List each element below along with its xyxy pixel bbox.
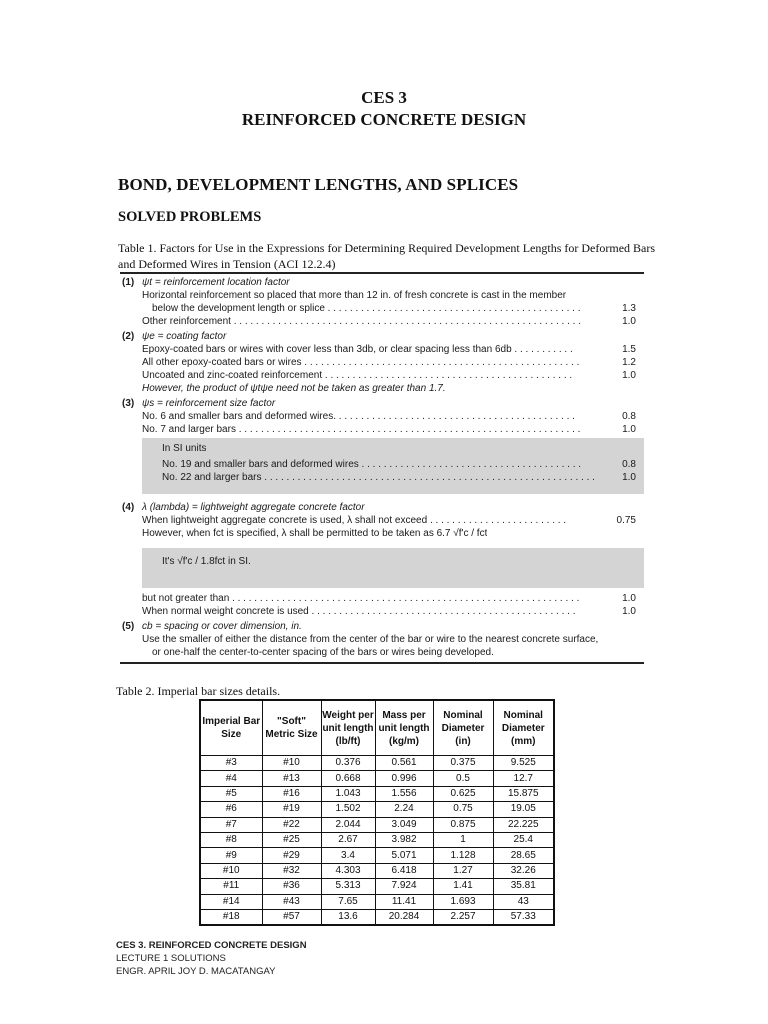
si-lambda-shaded-box — [142, 548, 644, 588]
factor-heading: ψt = reinforcement location factor — [142, 277, 290, 288]
table-row — [200, 817, 554, 832]
footer-lecture: LECTURE 1 SOLUTIONS — [116, 953, 226, 964]
factor-heading: ψs = reinforcement size factor — [142, 398, 276, 409]
table-row — [200, 909, 554, 925]
factor-row — [120, 343, 644, 356]
factor-row — [120, 633, 644, 646]
table-cell: #7 — [200, 817, 262, 832]
factor-row — [120, 423, 644, 436]
page-footer — [116, 939, 307, 978]
table-cell: #25 — [262, 832, 321, 847]
table-cell: 1 — [433, 832, 493, 847]
factor-heading: ψe = coating factor — [142, 331, 227, 342]
factor-row — [120, 315, 644, 328]
factor-row — [120, 442, 644, 455]
factor-row — [120, 289, 644, 302]
table-row — [200, 848, 554, 863]
factor-description: below the development length or splice . . . . . . . . . . . . . . . . . . . . . . . . . . . . . . . . . . . . . . . . . . . . . . — [152, 303, 581, 314]
table1-caption: Table 1. Factors for Use in the Expressions for Determining Required Development Lengths for Deformed Bars and Deformed Wires in Tension (ACI 12.2.4) — [118, 241, 656, 271]
table-cell: #22 — [262, 817, 321, 832]
factor-row — [120, 527, 644, 540]
factor-number: (1) — [122, 277, 135, 288]
table-cell: #36 — [262, 879, 321, 894]
factor-row — [120, 276, 644, 289]
factor-heading: However, the product of ψtψe need not be taken as greater than 1.7. — [142, 383, 446, 394]
table-cell: #6 — [200, 802, 262, 817]
table-cell: #29 — [262, 848, 321, 863]
column-header: Mass per unit length (kg/m) — [375, 700, 433, 756]
table-cell: 28.65 — [493, 848, 554, 863]
factor-row — [120, 330, 644, 343]
factor-row — [120, 501, 644, 514]
footer-course: CES 3. REINFORCED CONCRETE DESIGN — [116, 940, 307, 951]
factor-number: (3) — [122, 398, 135, 409]
factor-description: Epoxy-coated bars or wires with cover less than 3db, or clear spacing less than 6db . . . . . . . . . . . — [142, 344, 573, 355]
table-cell: #3 — [200, 756, 262, 771]
factor-value: 1.0 — [622, 593, 636, 604]
table-row — [200, 879, 554, 894]
development-length-factor-table — [120, 272, 644, 664]
table-cell: 1.502 — [321, 802, 375, 817]
factor-value: 1.0 — [622, 606, 636, 617]
factor-row — [120, 646, 644, 659]
factor-row — [120, 458, 644, 471]
factor-row — [120, 356, 644, 369]
factor-row — [120, 620, 644, 633]
table-cell: 11.41 — [375, 894, 433, 909]
section-heading: BOND, DEVELOPMENT LENGTHS, AND SPLICES — [118, 175, 519, 194]
table-cell: 0.996 — [375, 771, 433, 786]
table-bottom-rule — [120, 662, 644, 664]
table-cell: #19 — [262, 802, 321, 817]
factor-row — [120, 592, 644, 605]
column-header: Nominal Diameter (in) — [433, 700, 493, 756]
table-cell: 7.65 — [321, 894, 375, 909]
table-cell: 0.375 — [433, 756, 493, 771]
factor-description: In SI units — [162, 443, 207, 454]
table-cell: #57 — [262, 909, 321, 925]
factor-row — [120, 410, 644, 423]
factor-description: Use the smaller of either the distance from the center of the bar or wire to the nearest concrete surface, — [142, 634, 599, 645]
table-row — [200, 756, 554, 771]
column-header: "Soft" Metric Size — [262, 700, 321, 756]
table-cell: 0.625 — [433, 786, 493, 801]
factor-description: However, when fct is specified, λ shall be permitted to be taken as 6.7 √f'c / fct — [142, 528, 488, 539]
table-cell: #4 — [200, 771, 262, 786]
factor-value: 1.5 — [622, 344, 636, 355]
factor-heading: cb = spacing or cover dimension, in. — [142, 621, 302, 632]
table-top-rule — [120, 272, 644, 274]
table-cell: 3.982 — [375, 832, 433, 847]
factor-description: It's √f'c / 1.8fct in SI. — [162, 556, 251, 567]
column-header: Nominal Diameter (mm) — [493, 700, 554, 756]
factor-row — [120, 382, 644, 395]
column-header: Imperial Bar Size — [200, 700, 262, 756]
table-cell: 57.33 — [493, 909, 554, 925]
table-cell: 5.071 — [375, 848, 433, 863]
table-row — [200, 771, 554, 786]
factor-description: When normal weight concrete is used . . . . . . . . . . . . . . . . . . . . . . . . . . . . . . . . . . . . . . . . . . . . . . . . — [142, 606, 576, 617]
table-cell: 2.044 — [321, 817, 375, 832]
factor-description: Uncoated and zinc-coated reinforcement . . . . . . . . . . . . . . . . . . . . . . . . . . . . . . . . . . . . . . . . . . . . . — [142, 370, 573, 381]
course-code: CES 3 — [361, 88, 407, 107]
factor-description: No. 6 and smaller bars and deformed wires. . . . . . . . . . . . . . . . . . . . . . . . . . . . . . . . . . . . . . . . . . . . — [142, 411, 575, 422]
table-cell: 3.049 — [375, 817, 433, 832]
factor-number: (5) — [122, 621, 135, 632]
table-row — [200, 786, 554, 801]
factor-value: 1.0 — [622, 316, 636, 327]
course-title: REINFORCED CONCRETE DESIGN — [241, 110, 527, 129]
table-cell: #16 — [262, 786, 321, 801]
factor-description: When lightweight aggregate concrete is used, λ shall not exceed . . . . . . . . . . . . . . . . . . . . . . . . . — [142, 515, 567, 526]
table-cell: 19.05 — [493, 802, 554, 817]
table-cell: 32.26 — [493, 863, 554, 878]
table-cell: 13.6 — [321, 909, 375, 925]
table-cell: 4.303 — [321, 863, 375, 878]
factor-row — [120, 397, 644, 410]
table-cell: 2.67 — [321, 832, 375, 847]
table-cell: #11 — [200, 879, 262, 894]
factor-row — [120, 555, 644, 568]
table-cell: 22.225 — [493, 817, 554, 832]
table-cell: #5 — [200, 786, 262, 801]
table-cell: 1.556 — [375, 786, 433, 801]
table-cell: #10 — [262, 756, 321, 771]
table-cell: 35.81 — [493, 879, 554, 894]
factor-value: 1.2 — [622, 357, 636, 368]
table-cell: 1.128 — [433, 848, 493, 863]
table-cell: 0.561 — [375, 756, 433, 771]
table-cell: 0.5 — [433, 771, 493, 786]
table-row — [200, 894, 554, 909]
imperial-bar-size-table — [199, 699, 555, 926]
table-cell: 1.41 — [433, 879, 493, 894]
factor-value: 1.3 — [622, 303, 636, 314]
table-cell: 0.376 — [321, 756, 375, 771]
factor-number: (2) — [122, 331, 135, 342]
table-cell: 12.7 — [493, 771, 554, 786]
factor-value: 1.0 — [622, 472, 636, 483]
factor-value: 0.8 — [622, 459, 636, 470]
table-cell: #43 — [262, 894, 321, 909]
factor-row — [120, 302, 644, 315]
table-cell: 1.693 — [433, 894, 493, 909]
table-cell: 0.668 — [321, 771, 375, 786]
footer-author: ENGR. APRIL JOY D. MACATANGAY — [116, 966, 276, 977]
table-cell: 3.4 — [321, 848, 375, 863]
subsection-heading: SOLVED PROBLEMS — [118, 209, 262, 225]
table-row — [200, 863, 554, 878]
factor-row — [120, 514, 644, 527]
factor-description: Horizontal reinforcement so placed that more than 12 in. of fresh concrete is cast in the member — [142, 290, 567, 301]
table-cell: 0.875 — [433, 817, 493, 832]
table-cell: 7.924 — [375, 879, 433, 894]
factor-number: (4) — [122, 502, 135, 513]
factor-value: 0.75 — [616, 515, 636, 526]
table-cell: 5.313 — [321, 879, 375, 894]
factor-row — [120, 605, 644, 618]
table-row — [200, 802, 554, 817]
table-cell: 20.284 — [375, 909, 433, 925]
table-cell: 2.257 — [433, 909, 493, 925]
factor-value: 1.0 — [622, 424, 636, 435]
factor-row — [120, 471, 644, 484]
factor-description: Other reinforcement . . . . . . . . . . . . . . . . . . . . . . . . . . . . . . . . . . . . . . . . . . . . . . . . . . . . . . . . . . . . . . . — [142, 316, 581, 327]
column-header: Weight per unit length (lb/ft) — [321, 700, 375, 756]
table-cell: #18 — [200, 909, 262, 925]
factor-row — [120, 369, 644, 382]
factor-description: No. 19 and smaller bars and deformed wires . . . . . . . . . . . . . . . . . . . . . . . . . . . . . . . . . . . . . . . . — [162, 459, 582, 470]
factor-description: No. 22 and larger bars . . . . . . . . . . . . . . . . . . . . . . . . . . . . . . . . . . . . . . . . . . . . . . . . . . . . . . . . . . . . — [162, 472, 595, 483]
table-header-row — [200, 700, 554, 756]
table-cell: 1.043 — [321, 786, 375, 801]
table-cell: #13 — [262, 771, 321, 786]
factor-description: All other epoxy-coated bars or wires . . . . . . . . . . . . . . . . . . . . . . . . . . . . . . . . . . . . . . . . . . . . . . . . . . — [142, 357, 580, 368]
table-cell: 43 — [493, 894, 554, 909]
table-row — [200, 832, 554, 847]
factor-description: No. 7 and larger bars . . . . . . . . . . . . . . . . . . . . . . . . . . . . . . . . . . . . . . . . . . . . . . . . . . . . . . . . . . . . . . — [142, 424, 581, 435]
factor-description: or one-half the center-to-center spacing of the bars or wires being developed. — [152, 647, 494, 658]
table-cell: #9 — [200, 848, 262, 863]
table2-caption: Table 2. Imperial bar sizes details. — [116, 684, 281, 698]
table-cell: 25.4 — [493, 832, 554, 847]
table-cell: 1.27 — [433, 863, 493, 878]
table-cell: 15.875 — [493, 786, 554, 801]
table-cell: 2.24 — [375, 802, 433, 817]
table-cell: 6.418 — [375, 863, 433, 878]
table-cell: #14 — [200, 894, 262, 909]
factor-value: 0.8 — [622, 411, 636, 422]
table-cell: #10 — [200, 863, 262, 878]
table-cell: 0.75 — [433, 802, 493, 817]
table-cell: #32 — [262, 863, 321, 878]
factor-value: 1.0 — [622, 370, 636, 381]
table-cell: 9.525 — [493, 756, 554, 771]
table-cell: #8 — [200, 832, 262, 847]
factor-description: but not greater than . . . . . . . . . . . . . . . . . . . . . . . . . . . . . . . . . . . . . . . . . . . . . . . . . . . . . . . . . . . . . . . — [142, 593, 580, 604]
factor-heading: λ (lambda) = lightweight aggregate concrete factor — [142, 502, 365, 513]
